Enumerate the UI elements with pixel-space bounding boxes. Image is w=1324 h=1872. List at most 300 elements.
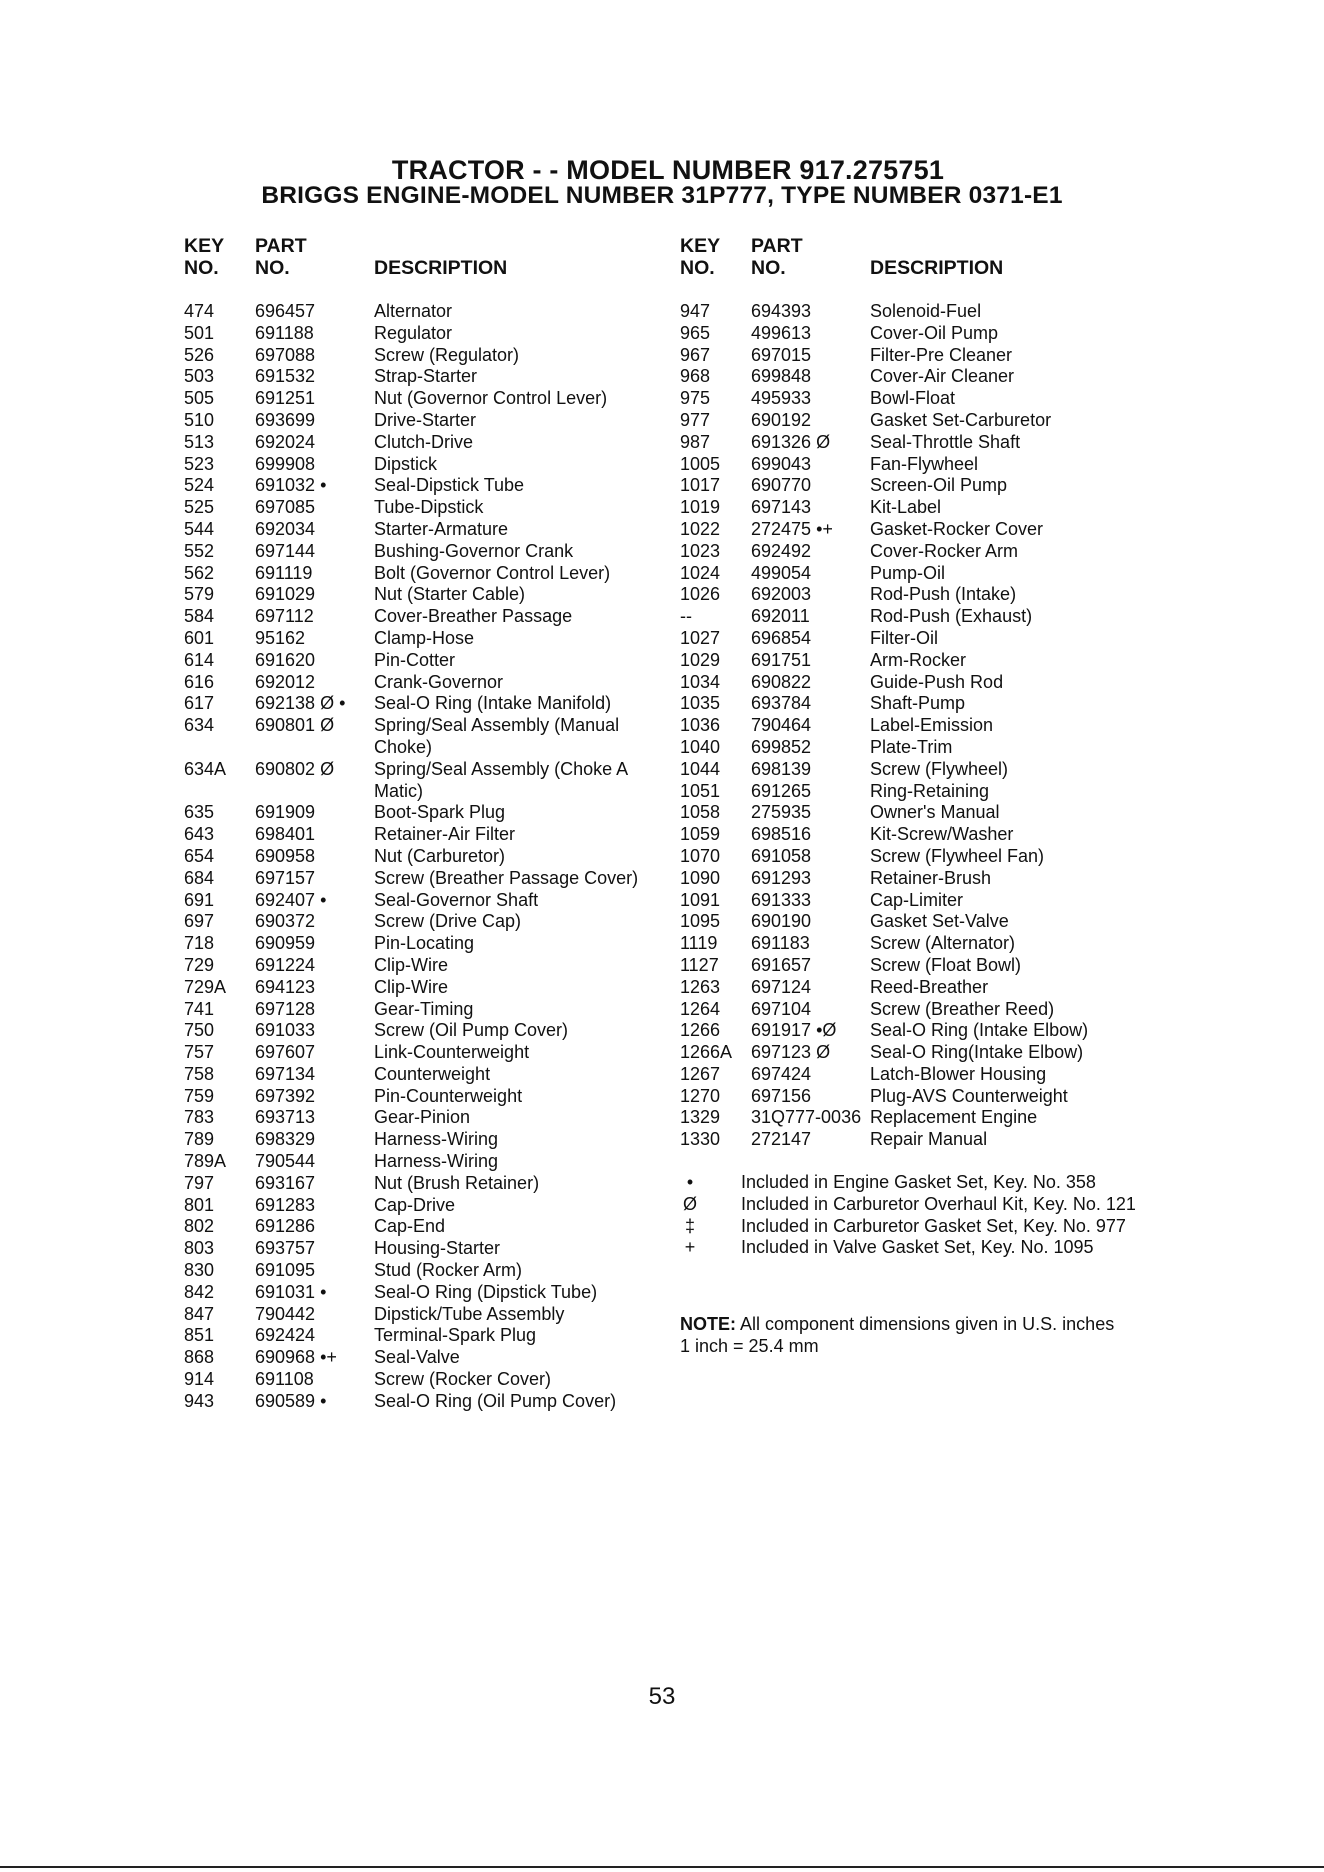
key-cell: 1266 [680, 1020, 721, 1041]
key-cell: 1034 [680, 671, 721, 692]
part-number-cell: 692407 • [255, 889, 327, 910]
part-number-cell: 691909 [255, 802, 316, 823]
part-number-cell: 691917 •Ø [751, 1020, 837, 1041]
description-cell: Filter-Oil [870, 627, 938, 648]
description-cell: Tube-Dipstick [374, 497, 484, 518]
description-cell: Screw (Flywheel Fan) [870, 845, 1045, 866]
key-cell: 1040 [680, 736, 721, 757]
description-cell: Seal-O Ring (Oil Pump Cover) [374, 1390, 617, 1411]
description-cell: Cover-Oil Pump [870, 322, 999, 343]
table-row [184, 1391, 664, 1413]
table-row [184, 563, 664, 585]
description-cell: Cover-Air Cleaner [870, 366, 1015, 387]
description-cell: Nut (Governor Control Lever) [374, 388, 608, 409]
table-row [680, 1020, 1160, 1042]
part-number-cell: 698329 [255, 1129, 316, 1150]
part-number-cell: 690589 • [255, 1390, 327, 1411]
description-cell: Screw (Oil Pump Cover) [374, 1020, 569, 1041]
table-row [680, 999, 1160, 1021]
key-cell: 789 [184, 1129, 215, 1150]
table-row [184, 911, 664, 933]
description-cell: Pin-Cotter [374, 649, 456, 670]
description-cell: Gasket Set-Valve [870, 911, 1009, 932]
part-number-cell: 691031 • [255, 1281, 327, 1302]
table-row [184, 824, 664, 846]
description-cell: Starter-Armature [374, 518, 509, 539]
part-number-cell: 697128 [255, 998, 316, 1019]
description-cell: Gear-Timing [374, 998, 474, 1019]
description-cell: Bowl-Float [870, 388, 956, 409]
description-cell: Crank-Governor [374, 671, 504, 692]
table-row [184, 693, 664, 715]
key-cell: 729 [184, 954, 215, 975]
legend-text: Included in Carburetor Overhaul Kit, Key. No. 121 [741, 1193, 1136, 1214]
key-cell: 789A [184, 1151, 227, 1172]
description-cell: Replacement Engine [870, 1107, 1038, 1128]
table-row [184, 1107, 664, 1129]
part-number-cell: 692003 [751, 584, 812, 605]
part-number-cell: 692011 [751, 606, 810, 627]
header-key-no: NO. [680, 257, 715, 279]
table-row [184, 933, 664, 955]
part-number-cell: 692424 [255, 1325, 316, 1346]
part-number-cell: 790464 [751, 715, 812, 736]
table-row [680, 1086, 1160, 1108]
table-row [184, 1195, 664, 1217]
key-cell: 1264 [680, 998, 721, 1019]
table-row [184, 868, 664, 890]
part-number-cell: 691620 [255, 649, 316, 670]
key-cell: 1026 [680, 584, 721, 605]
table-row [680, 454, 1160, 476]
part-number-cell: 691532 [255, 366, 316, 387]
table-row [184, 366, 664, 388]
part-number-cell: 691326 Ø [751, 431, 831, 452]
part-number-cell: 697392 [255, 1085, 316, 1106]
description-cell: Bushing-Governor Crank [374, 540, 574, 561]
description-cell: Arm-Rocker [870, 649, 967, 670]
table-row [184, 802, 664, 824]
description-cell: Pin-Counterweight [374, 1085, 523, 1106]
description-cell: Screw (Drive Cap) [374, 911, 522, 932]
key-cell: 830 [184, 1260, 215, 1281]
key-cell: 801 [184, 1194, 215, 1215]
table-row [184, 1260, 664, 1282]
header-part: PART [255, 235, 307, 257]
header-key: KEY [184, 235, 225, 257]
description-cell: Seal-O Ring (Intake Manifold) [374, 693, 612, 714]
key-cell: 1017 [680, 475, 721, 496]
key-cell: 523 [184, 453, 215, 474]
description-cell: Regulator [374, 322, 453, 343]
part-number-cell: 697104 [751, 998, 812, 1019]
page-number: 53 [648, 1683, 676, 1710]
part-number-cell: 691095 [255, 1260, 316, 1281]
dimension-note [680, 1314, 1200, 1358]
key-cell: 526 [184, 344, 215, 365]
part-number-cell: 691058 [751, 845, 812, 866]
key-cell: 803 [184, 1238, 215, 1259]
part-number-cell: 690959 [255, 933, 316, 954]
table-row [680, 693, 1160, 715]
key-cell: 691 [184, 889, 215, 910]
part-number-cell: 697156 [751, 1085, 812, 1106]
part-number-cell: 697607 [255, 1042, 316, 1063]
description-cell: Seal-O Ring (Dipstick Tube) [374, 1281, 598, 1302]
table-row [680, 715, 1160, 737]
description-cell: Stud (Rocker Arm) [374, 1260, 523, 1281]
key-cell: 868 [184, 1347, 215, 1368]
table-row [680, 672, 1160, 694]
part-number-cell: 690958 [255, 845, 316, 866]
key-cell: 501 [184, 322, 215, 343]
table-row [184, 475, 664, 497]
part-number-cell: 499613 [751, 322, 812, 343]
legend-text: Included in Carburetor Gasket Set, Key. No. 977 [741, 1215, 1126, 1236]
part-number-cell: 697144 [255, 540, 316, 561]
key-cell: 614 [184, 649, 215, 670]
key-cell: 1070 [680, 845, 721, 866]
part-number-cell: 691283 [255, 1194, 316, 1215]
description-cell: Reed-Breather [870, 976, 989, 997]
header-part-no: NO. [255, 257, 290, 279]
description-cell: Repair Manual [870, 1129, 988, 1150]
table-row [680, 759, 1160, 781]
part-number-cell: 691183 [751, 933, 810, 954]
description-cell: Screw (Breather Passage Cover) [374, 867, 639, 888]
key-cell: 643 [184, 824, 215, 845]
part-number-cell: 696854 [751, 627, 812, 648]
description-cell: Bolt (Governor Control Lever) [374, 562, 611, 583]
description-cell: Counterweight [374, 1063, 491, 1084]
part-number-cell: 690802 Ø [255, 758, 335, 779]
table-row [680, 737, 1160, 759]
description-cell: Shaft-Pump [870, 693, 966, 714]
description-cell: Kit-Label [870, 497, 942, 518]
key-cell: 1119 [680, 933, 718, 954]
part-number-cell: 691333 [751, 889, 812, 910]
part-number-cell: 692492 [751, 540, 812, 561]
description-cell: Fan-Flywheel [870, 453, 979, 474]
description-cell: Seal-Dipstick Tube [374, 475, 525, 496]
table-body [680, 301, 1160, 1151]
key-cell: 634 [184, 715, 215, 736]
header-part-no: NO. [751, 257, 786, 279]
key-cell: 1027 [680, 627, 721, 648]
table-row [680, 824, 1160, 846]
description-cell: Clip-Wire [374, 954, 448, 975]
table-row [184, 345, 664, 367]
description-cell: Housing-Starter [374, 1238, 501, 1259]
table-row [680, 846, 1160, 868]
description-cell: Seal-Governor Shaft [374, 889, 539, 910]
table-row [680, 475, 1160, 497]
key-cell: 1330 [680, 1129, 721, 1150]
part-number-cell: 693713 [255, 1107, 316, 1128]
key-cell: 1058 [680, 802, 721, 823]
part-number-cell: 272475 •+ [751, 518, 833, 539]
key-cell: 1266A [680, 1042, 733, 1063]
part-number-cell: 691286 [255, 1216, 316, 1237]
part-number-cell: 691224 [255, 954, 316, 975]
description-cell: Solenoid-Fuel [870, 301, 982, 321]
description-cell: Screw (Float Bowl) [870, 954, 1022, 975]
key-cell: 967 [680, 344, 711, 365]
description-cell: Cap-Drive [374, 1194, 456, 1215]
table-body [184, 301, 664, 1413]
page-bottom-rule [0, 1866, 1324, 1868]
part-number-cell: 696457 [255, 301, 316, 321]
description-cell: Rod-Push (Exhaust) [870, 606, 1033, 627]
key-cell: 1022 [680, 518, 721, 539]
key-cell: 1005 [680, 453, 721, 474]
table-row [184, 672, 664, 694]
part-number-cell: 691293 [751, 867, 812, 888]
table-row [184, 1151, 664, 1173]
part-number-cell: 690968 •+ [255, 1347, 337, 1368]
table-row [184, 890, 664, 912]
part-number-cell: 691108 [255, 1369, 314, 1390]
description-cell: Screw (Flywheel) [870, 758, 1009, 779]
description-cell: Screw (Regulator) [374, 344, 520, 365]
part-number-cell: 697123 Ø [751, 1042, 831, 1063]
description-cell: Cap-Limiter [870, 889, 964, 910]
part-number-cell: 690822 [751, 671, 812, 692]
part-number-cell: 697015 [751, 344, 812, 365]
part-number-cell: 691657 [751, 954, 812, 975]
key-cell: 1036 [680, 715, 721, 736]
part-number-cell: 790442 [255, 1303, 316, 1324]
description-cell: Cap-End [374, 1216, 446, 1237]
key-cell: 741 [184, 998, 215, 1019]
table-row [680, 628, 1160, 650]
legend-symbol: ‡ [684, 1215, 695, 1236]
legend-symbol: • [686, 1172, 694, 1192]
part-number-cell: 495933 [751, 388, 812, 409]
part-number-cell: 697088 [255, 344, 316, 365]
description-cell: Nut (Brush Retainer) [374, 1172, 540, 1193]
description-cell: Owner's Manual [870, 802, 1000, 823]
key-cell: 783 [184, 1107, 215, 1128]
key-cell: 842 [184, 1281, 215, 1302]
key-cell: -- [680, 606, 692, 627]
key-cell: 697 [184, 911, 215, 932]
key-cell: 1091 [680, 889, 721, 910]
key-cell: 965 [680, 322, 711, 343]
table-row [184, 955, 664, 977]
description-cell: Clip-Wire [374, 976, 448, 997]
description-cell: Spring/Seal Assembly (Manual Choke) [374, 715, 620, 757]
key-cell: 914 [184, 1369, 215, 1390]
description-cell: Ring-Retaining [870, 780, 990, 801]
table-row [680, 563, 1160, 585]
table-row [184, 846, 664, 868]
description-cell: Latch-Blower Housing [870, 1063, 1047, 1084]
part-number-cell: 697134 [255, 1063, 316, 1084]
table-row [680, 366, 1160, 388]
table-row [184, 432, 664, 454]
part-number-cell: 499054 [751, 562, 812, 583]
part-number-cell: 693167 [255, 1172, 316, 1193]
key-cell: 750 [184, 1020, 215, 1041]
table-row [680, 432, 1160, 454]
description-cell: Gear-Pinion [374, 1107, 471, 1128]
key-cell: 579 [184, 584, 215, 605]
description-cell: Guide-Push Rod [870, 671, 1004, 692]
key-cell: 684 [184, 867, 215, 888]
part-number-cell: 693757 [255, 1238, 316, 1259]
table-row [680, 410, 1160, 432]
table-row [184, 323, 664, 345]
table-row [184, 1369, 664, 1391]
description-cell: Seal-O Ring (Intake Elbow) [870, 1020, 1089, 1041]
description-cell: Clamp-Hose [374, 627, 475, 648]
note-label: NOTE: [680, 1314, 736, 1334]
description-cell: Clutch-Drive [374, 431, 474, 452]
description-cell: Drive-Starter [374, 409, 477, 430]
legend-symbol: Ø [682, 1193, 697, 1214]
part-number-cell: 690190 [751, 911, 812, 932]
description-cell: Filter-Pre Cleaner [870, 344, 1013, 365]
part-number-cell: 694393 [751, 301, 812, 321]
description-cell: Nut (Carburetor) [374, 845, 506, 866]
table-row [680, 977, 1160, 999]
note-text: All component dimensions given in U.S. inches [736, 1314, 1115, 1334]
table-row [680, 802, 1160, 824]
part-number-cell: 697424 [751, 1063, 812, 1084]
header-description: DESCRIPTION [374, 257, 508, 279]
page-subtitle: BRIGGS ENGINE-MODEL NUMBER 31P777, TYPE NUMBER 0371-E1 [261, 182, 1063, 209]
key-cell: 503 [184, 366, 215, 387]
legend-text: Included in Valve Gasket Set, Key. No. 1095 [741, 1237, 1094, 1258]
table-row [680, 541, 1160, 563]
key-cell: 562 [184, 562, 215, 583]
part-number-cell: 699848 [751, 366, 812, 387]
part-number-cell: 692034 [255, 518, 316, 539]
table-row [680, 1129, 1160, 1151]
part-number-cell: 694123 [255, 976, 316, 997]
key-cell: 718 [184, 933, 215, 954]
part-number-cell: 31Q777-0036 [751, 1107, 862, 1128]
key-cell: 601 [184, 627, 215, 648]
table-header [680, 235, 1160, 289]
part-number-cell: 690372 [255, 911, 316, 932]
key-cell: 524 [184, 475, 215, 496]
part-number-cell: 690801 Ø [255, 715, 335, 736]
table-row [184, 519, 664, 541]
key-cell: 510 [184, 409, 215, 430]
key-cell: 975 [680, 388, 711, 409]
legend-note [680, 1194, 1200, 1216]
legend-notes [680, 1172, 1200, 1259]
part-number-cell: 697112 [255, 606, 314, 627]
key-cell: 1051 [680, 780, 721, 801]
key-cell: 851 [184, 1325, 215, 1346]
key-cell: 977 [680, 409, 711, 430]
table-row [184, 388, 664, 410]
key-cell: 1044 [680, 758, 721, 779]
table-row [184, 977, 664, 999]
description-cell: Link-Counterweight [374, 1042, 530, 1063]
table-row [184, 999, 664, 1021]
table-row [184, 650, 664, 672]
key-cell: 757 [184, 1042, 215, 1063]
key-cell: 729A [184, 976, 227, 997]
note-conversion: 1 inch = 25.4 mm [680, 1335, 819, 1356]
part-number-cell: 691188 [255, 322, 314, 343]
description-cell: Retainer-Brush [870, 867, 992, 888]
table-row [680, 345, 1160, 367]
description-cell: Screw (Rocker Cover) [374, 1369, 552, 1390]
legend-symbol: + [684, 1237, 696, 1258]
key-cell: 634A [184, 758, 227, 779]
table-row [184, 1064, 664, 1086]
description-cell: Retainer-Air Filter [374, 824, 516, 845]
part-number-cell: 691119 [255, 562, 313, 583]
legend-text: Included in Engine Gasket Set, Key. No. 358 [741, 1172, 1096, 1192]
table-row [680, 1107, 1160, 1129]
key-cell: 1024 [680, 562, 721, 583]
table-row [184, 1304, 664, 1326]
table-row [680, 955, 1160, 977]
key-cell: 797 [184, 1172, 215, 1193]
description-cell: Plug-AVS Counterweight [870, 1085, 1068, 1106]
table-row [680, 781, 1160, 803]
header-key: KEY [680, 235, 721, 257]
part-number-cell: 697124 [751, 976, 812, 997]
part-number-cell: 691265 [751, 780, 812, 801]
part-number-cell: 691032 • [255, 475, 327, 496]
description-cell: Cover-Rocker Arm [870, 540, 1019, 561]
table-row [680, 388, 1160, 410]
part-number-cell: 691251 [255, 388, 316, 409]
description-cell: Pin-Locating [374, 933, 475, 954]
description-cell: Harness-Wiring [374, 1151, 499, 1172]
key-cell: 544 [184, 518, 215, 539]
key-cell: 947 [680, 301, 711, 321]
description-cell: Cover-Breather Passage [374, 606, 573, 627]
table-row [680, 584, 1160, 606]
table-row [680, 650, 1160, 672]
part-number-cell: 697143 [751, 497, 812, 518]
description-cell: Label-Emission [870, 715, 994, 736]
table-row [184, 1325, 664, 1347]
table-row [680, 323, 1160, 345]
description-cell: Plate-Trim [870, 736, 953, 757]
part-number-cell: 691751 [751, 649, 812, 670]
description-cell: Screw (Alternator) [870, 933, 1016, 954]
table-header [184, 235, 664, 289]
table-row [184, 541, 664, 563]
part-number-cell: 692012 [255, 671, 316, 692]
part-number-cell: 698516 [751, 824, 812, 845]
key-cell: 1270 [680, 1085, 721, 1106]
table-row [184, 1216, 664, 1238]
table-row [184, 410, 664, 432]
key-cell: 635 [184, 802, 215, 823]
part-number-cell: 692024 [255, 431, 316, 452]
header-description: DESCRIPTION [870, 257, 1004, 279]
table-row [184, 454, 664, 476]
part-number-cell: 699043 [751, 453, 812, 474]
description-cell: Gasket Set-Carburetor [870, 409, 1052, 430]
table-row [184, 1129, 664, 1151]
legend-note [680, 1237, 1200, 1259]
table-row [680, 301, 1160, 323]
key-cell: 552 [184, 540, 215, 561]
table-row [184, 715, 664, 759]
description-cell: Terminal-Spark Plug [374, 1325, 537, 1346]
